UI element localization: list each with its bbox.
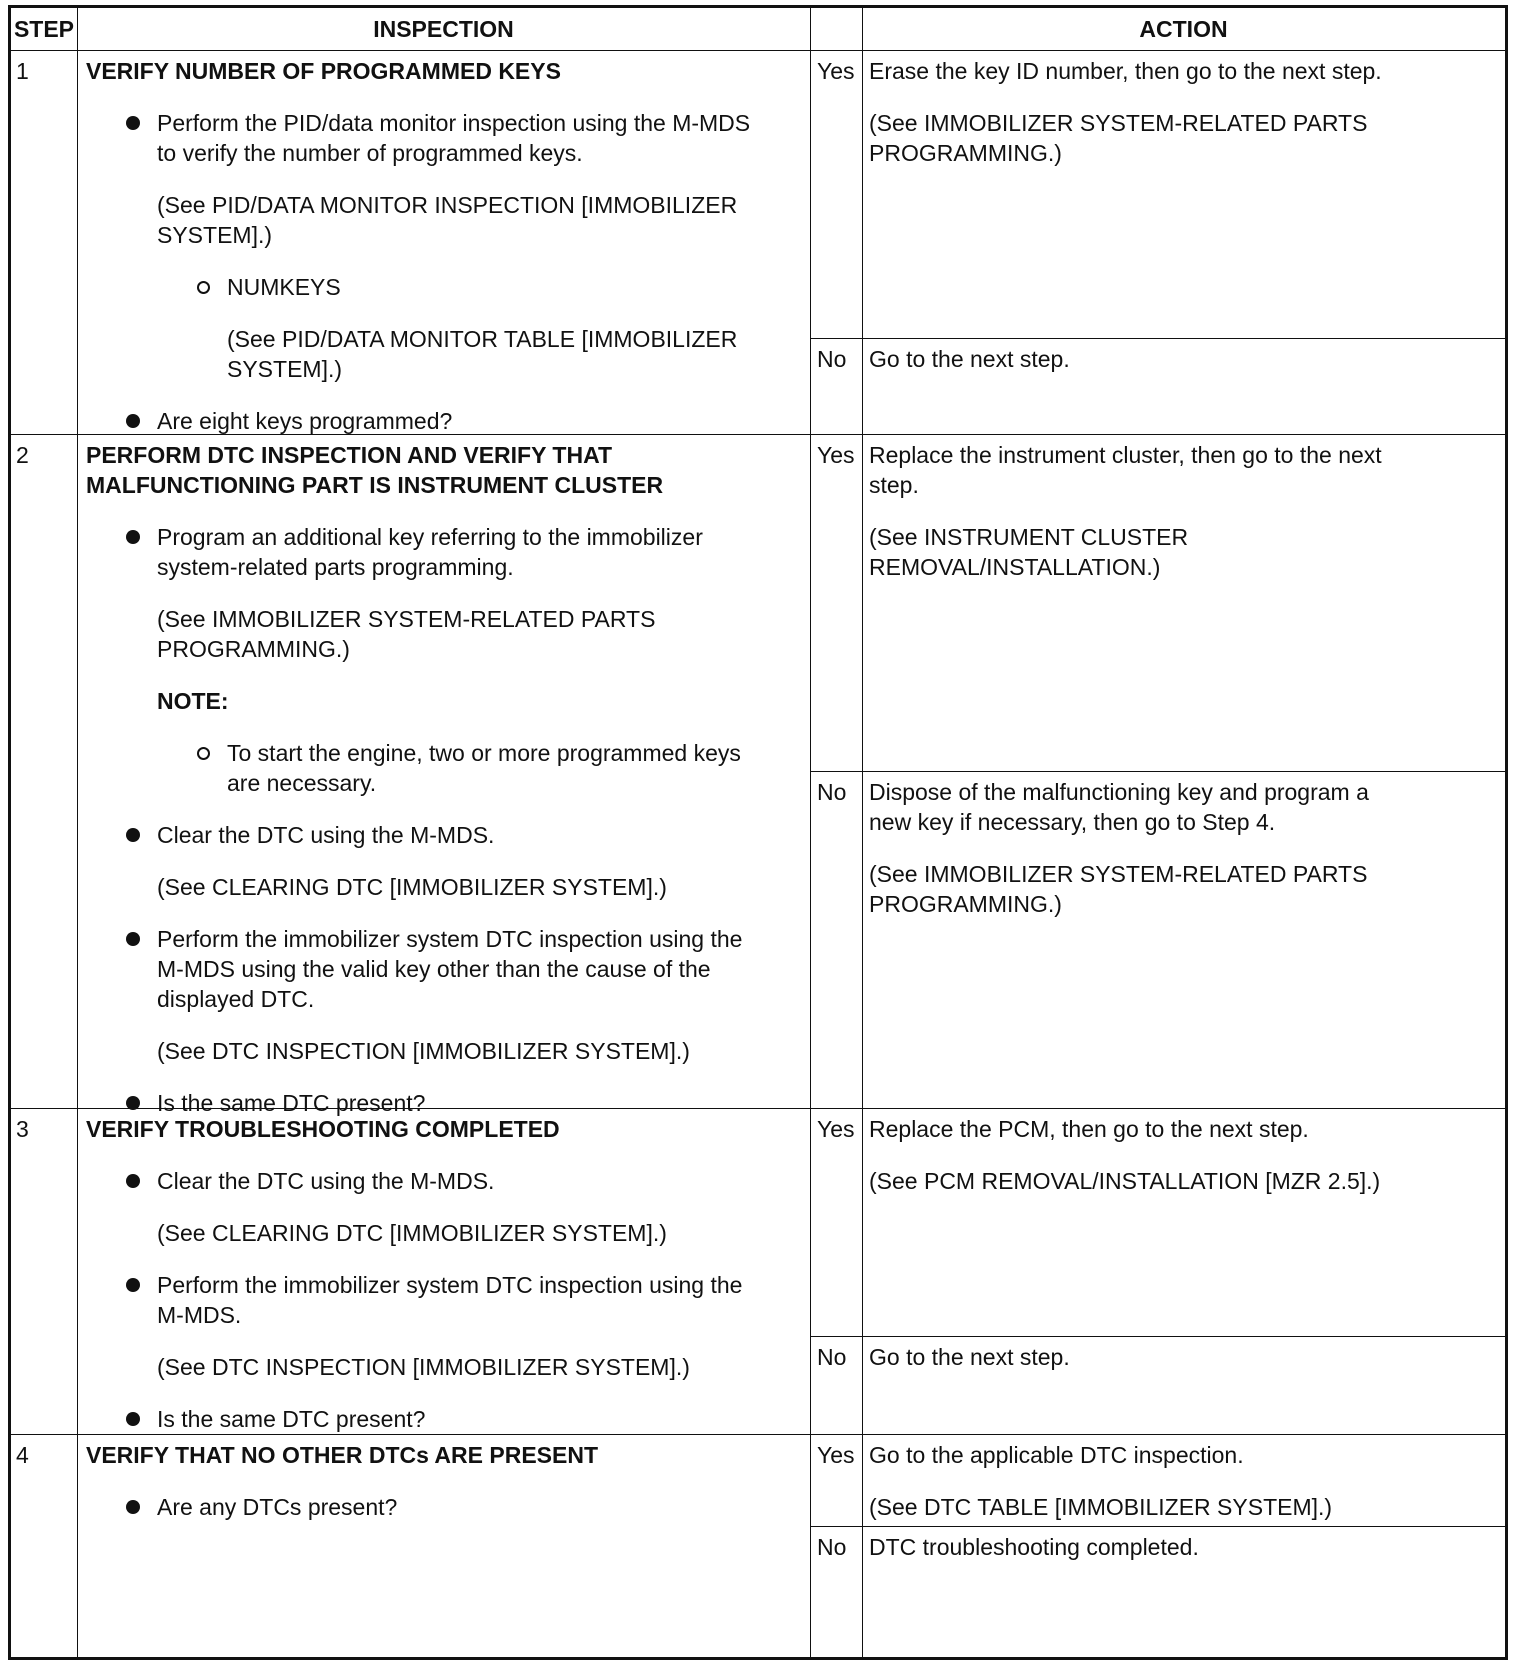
inspection-item: to verify the number of programmed keys. — [157, 140, 583, 166]
bullet-icon — [126, 414, 140, 428]
column-divider-step — [77, 8, 78, 1657]
action-yes: step. — [869, 472, 919, 498]
inspection-item: Perform the immobilizer system DTC inspection using the — [157, 926, 743, 952]
action-yes: Go to the applicable DTC inspection. — [869, 1442, 1244, 1468]
no-label: No — [817, 1534, 847, 1560]
action-yes: (See INSTRUMENT CLUSTER — [869, 524, 1189, 550]
inspection-reference: PROGRAMMING.) — [157, 636, 350, 662]
note-label: NOTE: — [157, 688, 229, 714]
no-label: No — [817, 346, 847, 372]
action-yes: Replace the PCM, then go to the next step. — [869, 1116, 1309, 1142]
inspection-item: Program an additional key referring to the immobilizer — [157, 524, 703, 550]
step-number: 2 — [16, 442, 29, 468]
step-title: VERIFY TROUBLESHOOTING COMPLETED — [86, 1116, 560, 1142]
inspection-item: Are any DTCs present? — [157, 1494, 398, 1520]
action-yes: Erase the key ID number, then go to the next step. — [869, 58, 1382, 84]
inspection-item: Perform the PID/data monitor inspection using the M-MDS — [157, 110, 751, 136]
inspection-subitem: To start the engine, two or more programmed keys — [227, 740, 741, 766]
inspection-item: Is the same DTC present? — [157, 1406, 426, 1432]
action-yes: Replace the instrument cluster, then go to the next — [869, 442, 1382, 468]
inspection-item: system-related parts programming. — [157, 554, 514, 580]
action-no: Go to the next step. — [869, 346, 1070, 372]
action-no: (See IMMOBILIZER SYSTEM-RELATED PARTS — [869, 861, 1368, 887]
bullet-icon — [126, 1500, 140, 1514]
inspection-subitem: are necessary. — [227, 770, 377, 796]
yes-label: Yes — [817, 1116, 855, 1142]
yes-no-divider — [810, 1526, 1505, 1527]
inspection-reference: SYSTEM].) — [157, 222, 273, 248]
no-label: No — [817, 1344, 847, 1370]
step-title: VERIFY THAT NO OTHER DTCs ARE PRESENT — [86, 1442, 599, 1468]
inspection-item: Clear the DTC using the M-MDS. — [157, 1168, 495, 1194]
action-no: Dispose of the malfunctioning key and program a — [869, 779, 1369, 805]
row-divider — [11, 1108, 1505, 1109]
inspection-reference: (See PID/DATA MONITOR INSPECTION [IMMOBILIZER — [157, 192, 738, 218]
step-number: 4 — [16, 1442, 29, 1468]
inspection-reference: (See CLEARING DTC [IMMOBILIZER SYSTEM].) — [157, 1220, 667, 1246]
step-title: PERFORM DTC INSPECTION AND VERIFY THAT — [86, 442, 613, 468]
action-no: new key if necessary, then go to Step 4. — [869, 809, 1276, 835]
action-no: PROGRAMMING.) — [869, 891, 1062, 917]
troubleshooting-table — [8, 5, 1508, 1660]
step-number: 1 — [16, 58, 29, 84]
inspection-item: M-MDS using the valid key other than the cause of the — [157, 956, 711, 982]
yes-label: Yes — [817, 58, 855, 84]
action-no: Go to the next step. — [869, 1344, 1070, 1370]
step-title: VERIFY NUMBER OF PROGRAMMED KEYS — [86, 58, 561, 84]
inspection-item: Perform the immobilizer system DTC inspection using the — [157, 1272, 743, 1298]
bullet-icon — [126, 1412, 140, 1426]
circle-bullet-icon — [197, 747, 210, 760]
step-number: 3 — [16, 1116, 29, 1142]
row-divider — [11, 434, 1505, 435]
inspection-reference: (See IMMOBILIZER SYSTEM-RELATED PARTS — [157, 606, 656, 632]
row-divider — [11, 1434, 1505, 1435]
bullet-icon — [126, 828, 140, 842]
action-yes: (See PCM REMOVAL/INSTALLATION [MZR 2.5].) — [869, 1168, 1381, 1194]
inspection-item: Are eight keys programmed? — [157, 408, 453, 434]
yes-label: Yes — [817, 1442, 855, 1468]
bullet-icon — [126, 116, 140, 130]
inspection-item: Clear the DTC using the M-MDS. — [157, 822, 495, 848]
yes-no-divider — [810, 338, 1505, 339]
no-label: No — [817, 779, 847, 805]
inspection-reference: (See DTC INSPECTION [IMMOBILIZER SYSTEM].) — [157, 1354, 690, 1380]
inspection-item: M-MDS. — [157, 1302, 242, 1328]
action-yes: PROGRAMMING.) — [869, 140, 1062, 166]
inspection-reference: (See CLEARING DTC [IMMOBILIZER SYSTEM].) — [157, 874, 667, 900]
step-title: MALFUNCTIONING PART IS INSTRUMENT CLUSTER — [86, 472, 664, 498]
action-yes: (See DTC TABLE [IMMOBILIZER SYSTEM].) — [869, 1494, 1333, 1520]
header-divider — [11, 50, 1505, 51]
inspection-item: Is the same DTC present? — [157, 1090, 426, 1116]
header-action: ACTION — [1139, 16, 1228, 42]
bullet-icon — [126, 932, 140, 946]
inspection-subitem: NUMKEYS — [227, 274, 341, 300]
yes-no-divider — [810, 771, 1505, 772]
header-inspection: INSPECTION — [373, 16, 514, 42]
circle-bullet-icon — [197, 281, 210, 294]
action-yes: REMOVAL/INSTALLATION.) — [869, 554, 1161, 580]
bullet-icon — [126, 1174, 140, 1188]
inspection-reference: (See PID/DATA MONITOR TABLE [IMMOBILIZER — [227, 326, 738, 352]
header-step: STEP — [13, 16, 75, 42]
yes-label: Yes — [817, 442, 855, 468]
inspection-reference: SYSTEM].) — [227, 356, 343, 382]
column-divider-inspection — [810, 8, 811, 1657]
column-divider-answer — [862, 8, 863, 1657]
action-no: DTC troubleshooting completed. — [869, 1534, 1199, 1560]
inspection-item: displayed DTC. — [157, 986, 315, 1012]
bullet-icon — [126, 530, 140, 544]
action-yes: (See IMMOBILIZER SYSTEM-RELATED PARTS — [869, 110, 1368, 136]
bullet-icon — [126, 1278, 140, 1292]
yes-no-divider — [810, 1336, 1505, 1337]
inspection-reference: (See DTC INSPECTION [IMMOBILIZER SYSTEM].) — [157, 1038, 690, 1064]
